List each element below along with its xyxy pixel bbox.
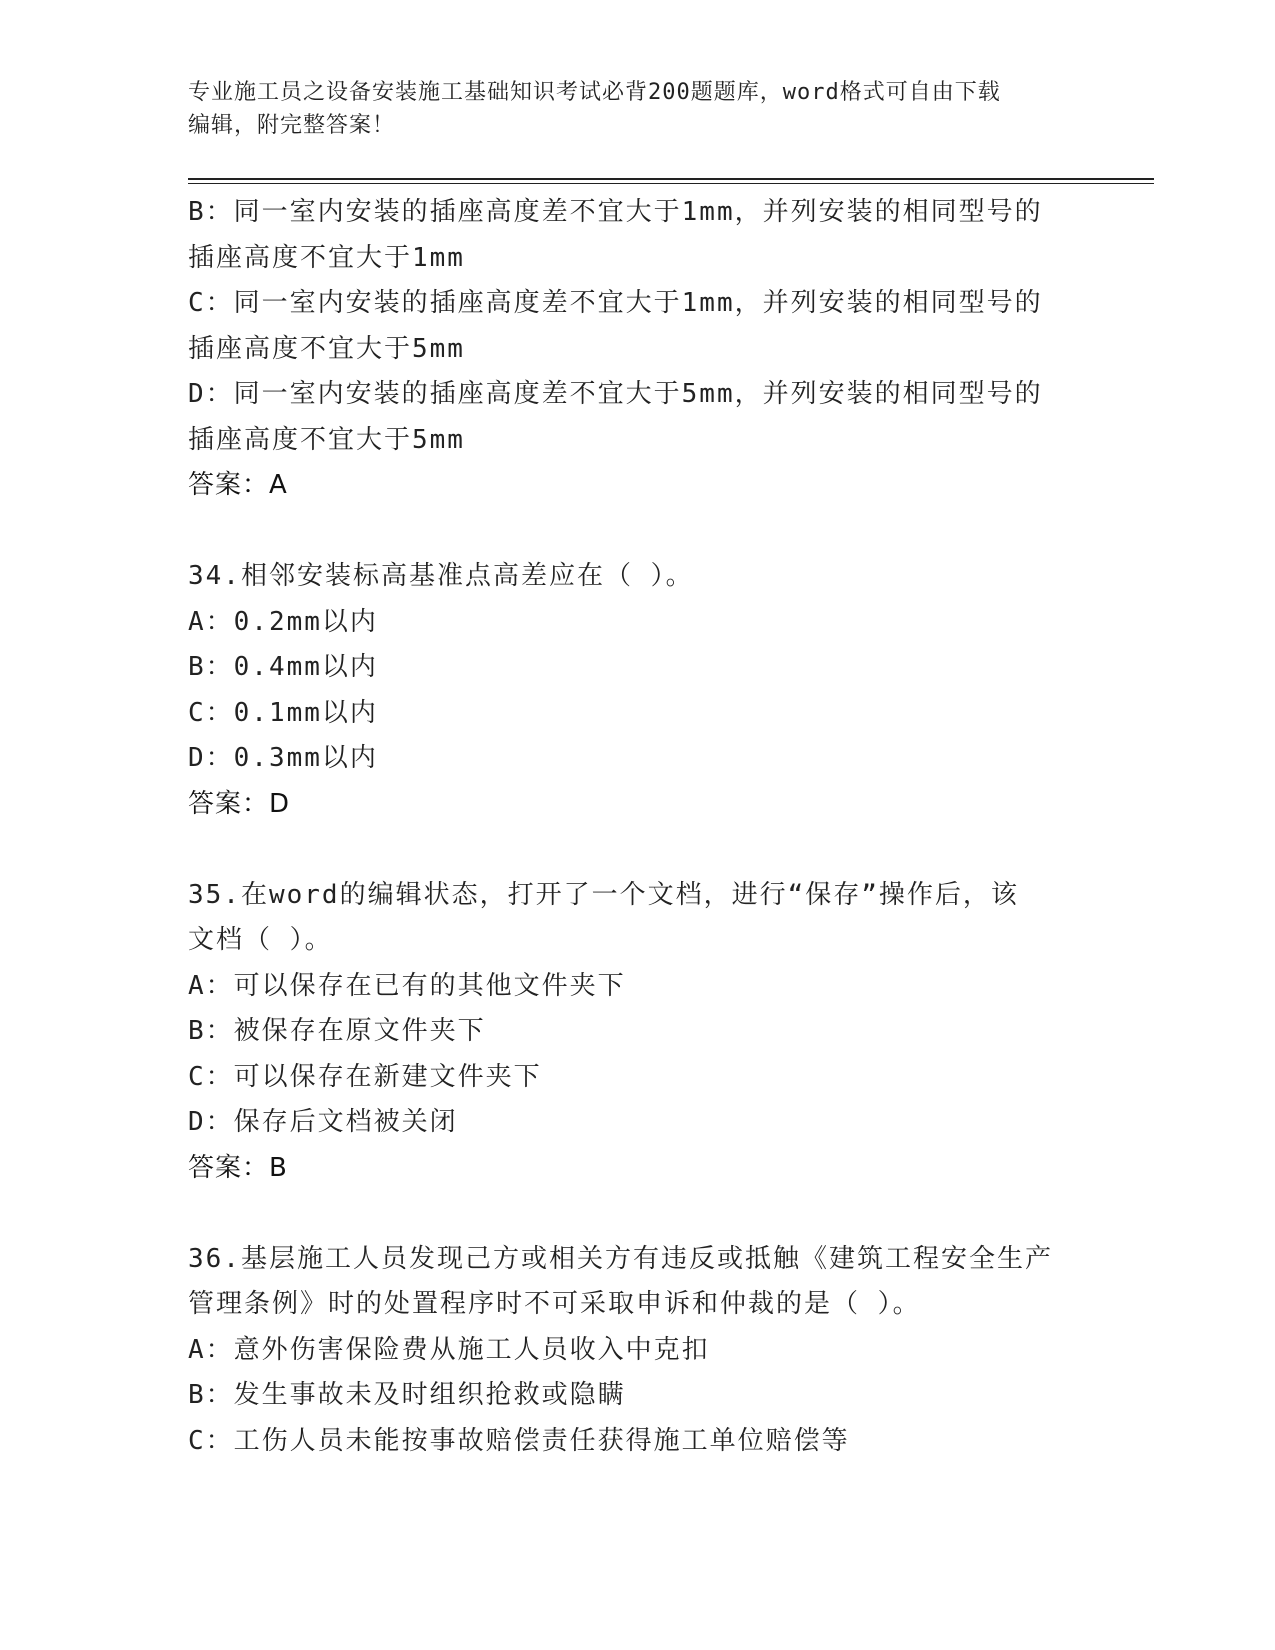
question-stem-line-1: 36.基层施工人员发现己方或相关方有违反或抵触《建筑工程安全生产 [188,1243,1053,1274]
question-34 [188,554,1088,827]
option-b-line-1: B：同一室内安装的插座高度差不宜大于1mm，并列安装的相同型号的 [188,197,1043,227]
option-c-line-2: 插座高度不宜大于5mm [188,333,465,364]
option-a: A：意外伤害保险费从施工人员收入中克扣 [188,1334,710,1365]
spacer [188,827,1088,873]
header-title-line-1: 专业施工员之设备安装施工基础知识考试必背200题题库，word格式可自由下载 [188,80,1001,105]
option-b: B：发生事故未及时组织抢救或隐瞒 [188,1380,626,1410]
spacer [188,509,1088,555]
document-body [188,190,1088,1464]
option-d: D：保存后文档被关闭 [188,1107,458,1137]
header-rule-thick [188,178,1154,180]
question-stem-line-2: 管理条例》时的处置程序时不可采取申诉和仲裁的是（ ）。 [188,1289,921,1319]
header-rule-thin [188,183,1154,184]
option-b: B：0.4mm以内 [188,652,378,682]
option-d-line-1: D：同一室内安装的插座高度差不宜大于5mm，并列安装的相同型号的 [188,379,1043,409]
page-header [188,76,1068,142]
option-d: D：0.3mm以内 [188,743,378,773]
question-33-tail [188,190,1088,509]
option-c: C：可以保存在新建文件夹下 [188,1061,542,1092]
answer-34: 答案：D [188,788,291,819]
option-a: A：可以保存在已有的其他文件夹下 [188,970,626,1001]
answer-33: 答案：A [188,470,288,500]
option-c-line-1: C：同一室内安装的插座高度差不宜大于1mm，并列安装的相同型号的 [188,288,1043,318]
option-c: C：工伤人员未能按事故赔偿责任获得施工单位赔偿等 [188,1425,850,1456]
question-36 [188,1237,1088,1465]
spacer [188,1191,1088,1237]
option-b: B：被保存在原文件夹下 [188,1016,486,1046]
question-stem-line-1: 35.在word的编辑状态，打开了一个文档，进行“保存”操作后，该 [188,879,1019,910]
option-a: A：0.2mm以内 [188,606,378,637]
header-title-line-2: 编辑，附完整答案！ [188,113,396,138]
question-stem-line-2: 文档（ ）。 [188,925,333,955]
answer-35: 答案：B [188,1152,288,1183]
option-c: C：0.1mm以内 [188,697,378,728]
option-d-line-2: 插座高度不宜大于5mm [188,424,465,455]
question-stem: 34.相邻安装标高基准点高差应在（ ）。 [188,561,694,591]
option-b-line-2: 插座高度不宜大于1mm [188,242,465,273]
question-35 [188,873,1088,1192]
